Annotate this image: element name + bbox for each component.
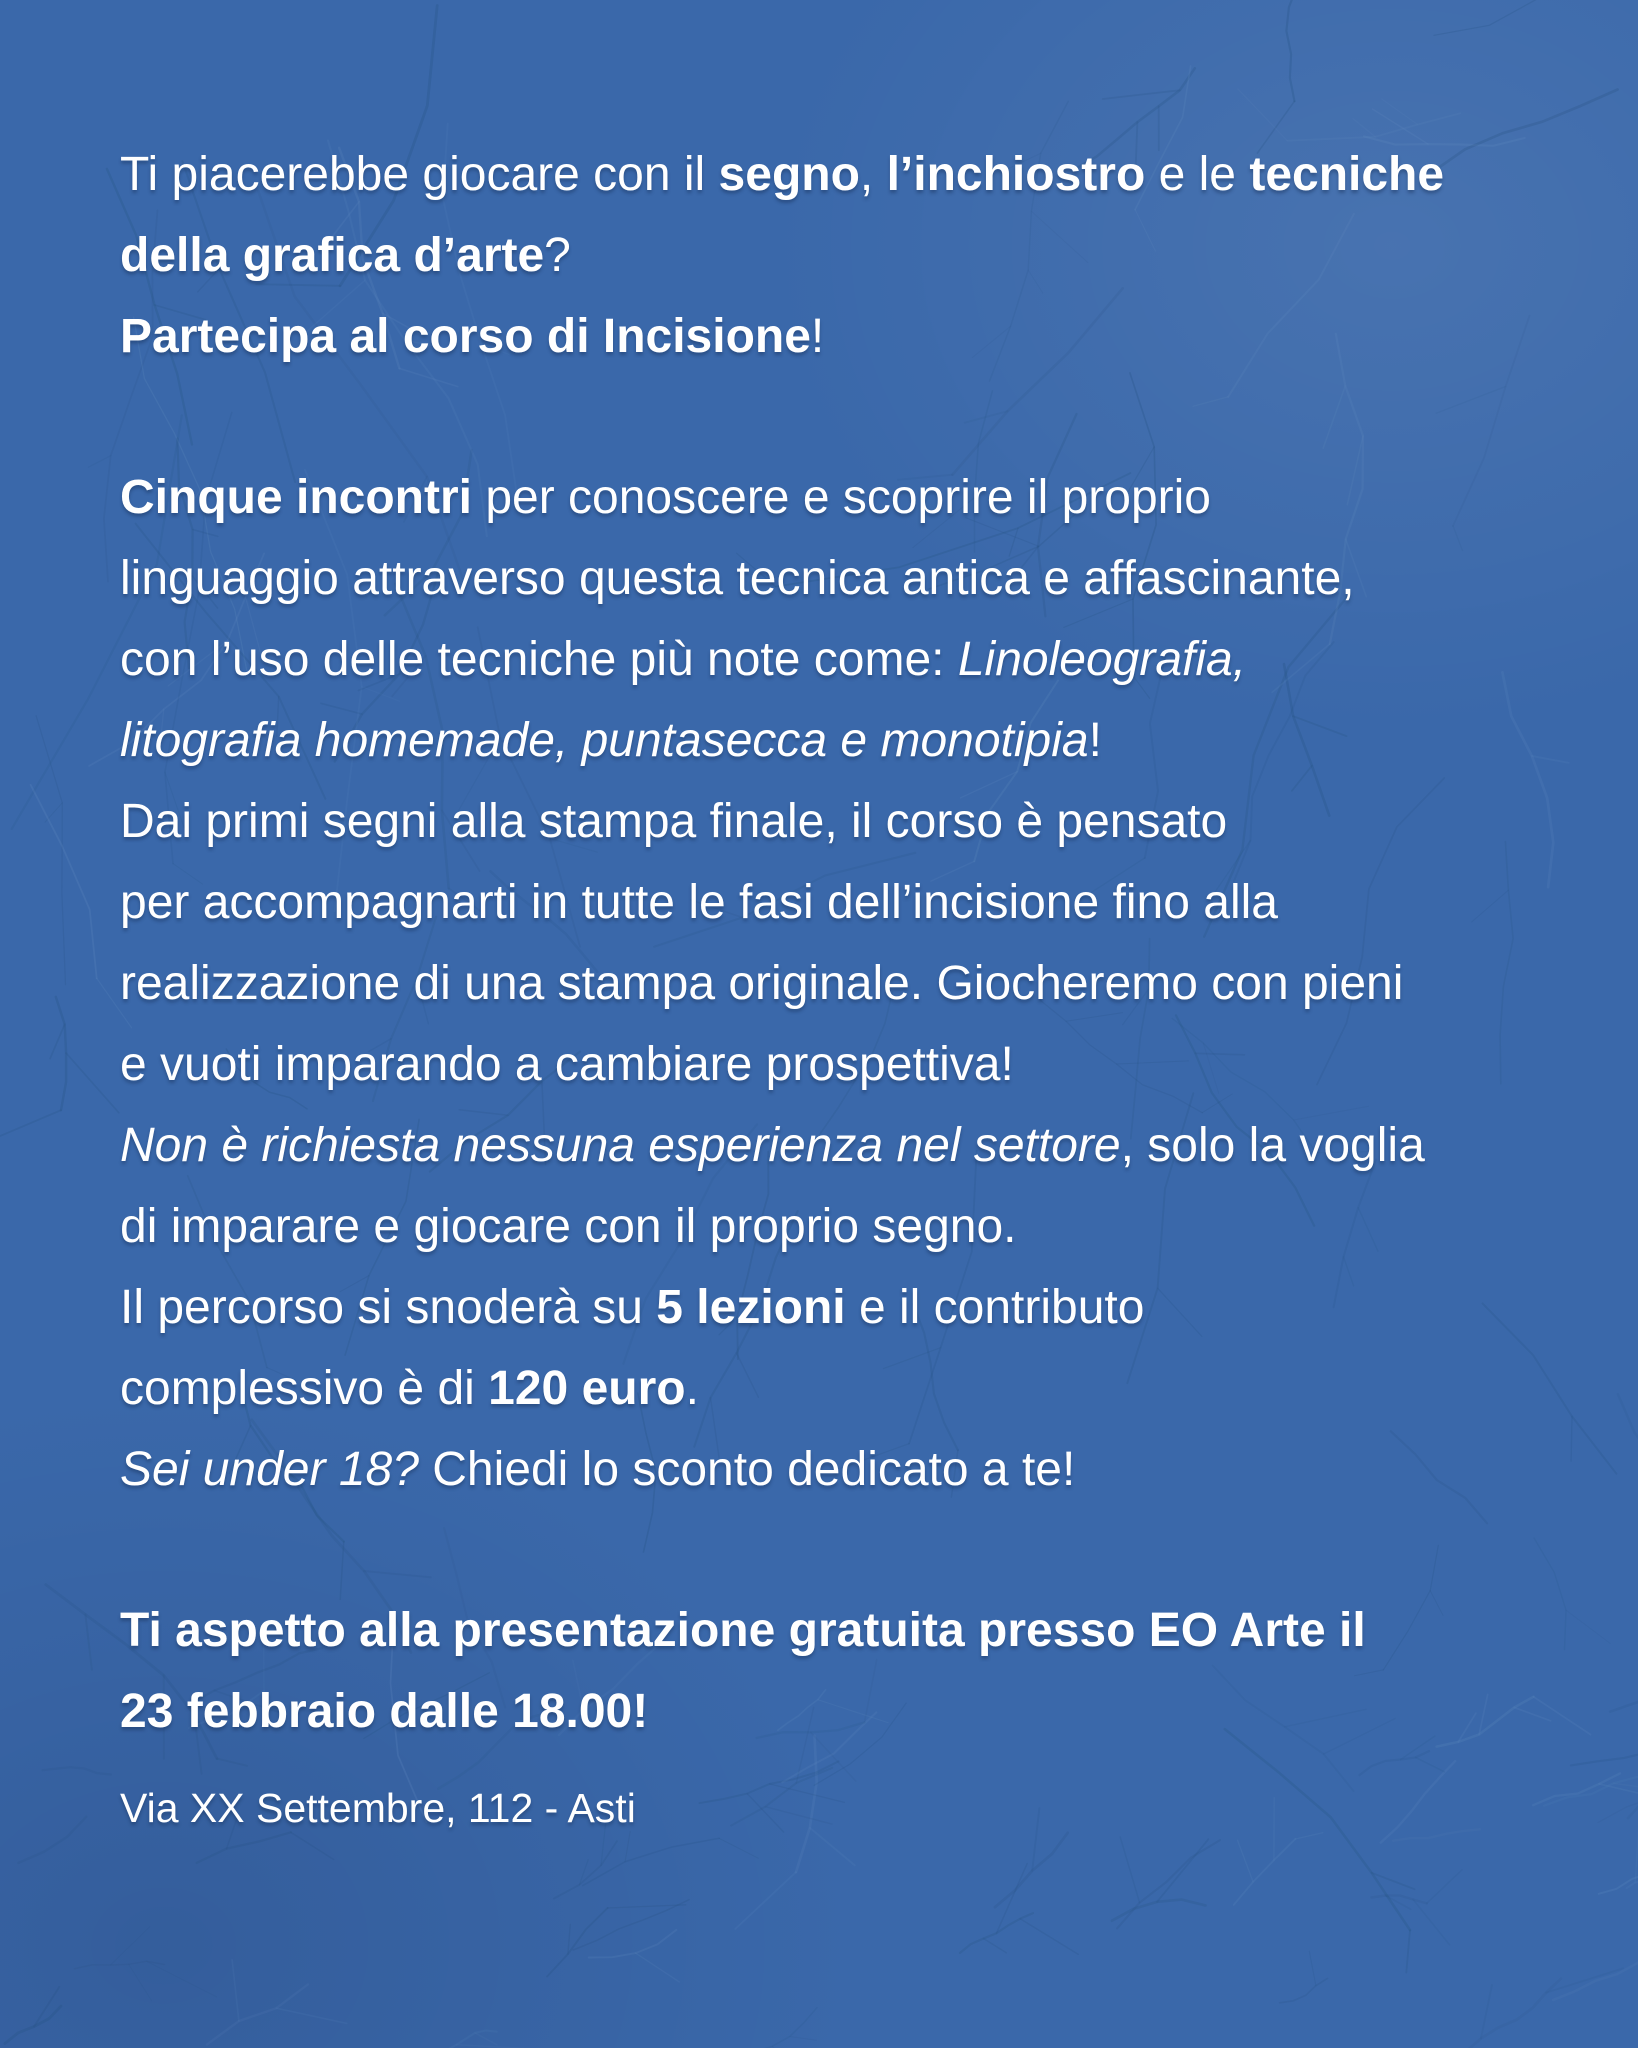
regular-text: Chiedi lo sconto dedicato a te! <box>418 1443 1076 1496</box>
regular-text: Ti piacerebbe giocare con il <box>120 148 719 201</box>
italic-text: Sei under 18? <box>120 1443 419 1496</box>
regular-text: e il contributo <box>845 1281 1145 1334</box>
text-line <box>120 1267 1548 1348</box>
regular-text: ? <box>544 229 571 282</box>
regular-text: per accompagnarti in tutte le fasi dell’incisione fino alla <box>120 876 1278 929</box>
text-line <box>120 215 1548 296</box>
regular-text: linguaggio attraverso questa tecnica antica e affascinante, <box>120 552 1355 605</box>
text-line <box>120 134 1548 215</box>
bold-text: 5 lezioni <box>656 1281 846 1334</box>
address-line <box>120 1778 1548 1838</box>
bold-text: 23 febbraio dalle 18.00! <box>120 1685 649 1738</box>
regular-text: . <box>685 1362 699 1415</box>
text-line <box>120 862 1548 943</box>
bold-text: 120 euro <box>488 1362 686 1415</box>
bold-text: tecniche <box>1249 148 1445 201</box>
text-line <box>120 1348 1548 1429</box>
regular-text: complessivo è di <box>120 1362 489 1415</box>
text-line <box>120 457 1548 538</box>
bold-text: Cinque incontri <box>120 471 472 524</box>
italic-text: litografia homemade, puntasecca e monotipia <box>120 714 1089 767</box>
text-line <box>120 296 1548 377</box>
italic-text: Non è richiesta nessuna esperienza nel settore <box>120 1119 1121 1172</box>
regular-text: realizzazione di una stampa originale. Giocheremo con pieni <box>120 957 1404 1010</box>
text-line <box>120 1590 1548 1671</box>
regular-text: Via XX Settembre, 112 - Asti <box>120 1785 636 1831</box>
text-line <box>120 1105 1548 1186</box>
regular-text: , <box>859 148 887 201</box>
text-line <box>120 619 1548 700</box>
regular-text: ! <box>1088 714 1102 767</box>
course-description-paragraph <box>120 457 1548 1510</box>
regular-text: di imparare e giocare con il proprio segno. <box>120 1200 1017 1253</box>
regular-text: ! <box>810 310 825 363</box>
text-line <box>120 1429 1548 1510</box>
bold-text: Partecipa al corso di Incisione <box>120 310 811 363</box>
regular-text: Dai primi segni alla stampa finale, il corso è pensato <box>120 795 1228 848</box>
text-line <box>120 1186 1548 1267</box>
regular-text: e le <box>1145 148 1250 201</box>
text-line <box>120 1024 1548 1105</box>
text-line <box>120 700 1548 781</box>
text-line <box>120 943 1548 1024</box>
bold-text: Ti aspetto alla presentazione gratuita presso EO Arte il <box>120 1604 1366 1657</box>
text-line <box>120 538 1548 619</box>
text-line <box>120 1671 1548 1752</box>
text-line <box>120 1778 1548 1838</box>
regular-text: con l’uso delle tecniche più note come: <box>120 633 958 686</box>
regular-text: , solo la voglia <box>1120 1119 1425 1172</box>
bold-text: l’inchiostro <box>886 148 1146 201</box>
text-line <box>120 781 1548 862</box>
presentation-invite-text <box>120 1590 1548 1752</box>
regular-text: e vuoti imparando a cambiare prospettiva! <box>120 1038 1014 1091</box>
regular-text: Il percorso si snoderà su <box>120 1281 657 1334</box>
bold-text: segno <box>718 148 860 201</box>
regular-text: per conoscere e scoprire il proprio <box>471 471 1211 524</box>
italic-text: Linoleografia, <box>957 633 1247 686</box>
intro-question-heading <box>120 134 1548 377</box>
bold-text: della grafica d’arte <box>120 229 545 282</box>
